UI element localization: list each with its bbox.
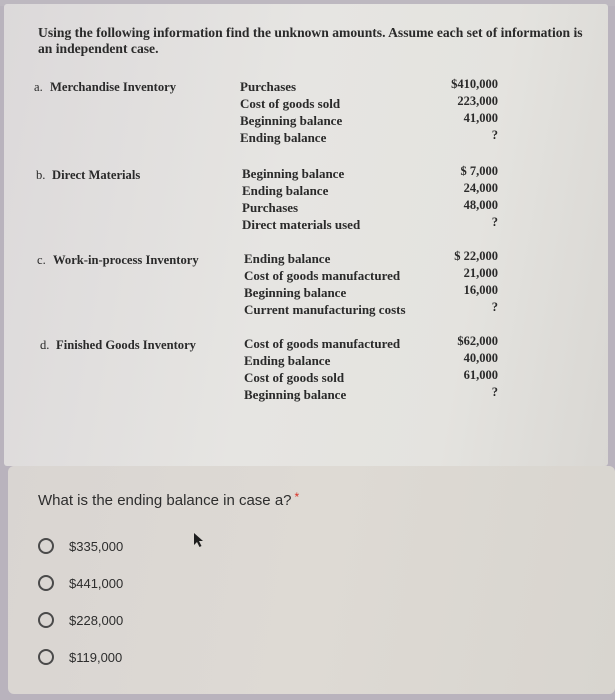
option-441000[interactable] bbox=[38, 575, 123, 591]
line-item: Purchases bbox=[242, 200, 299, 215]
value: $62,000 bbox=[457, 334, 498, 348]
problem-intro: Using the following information find the unknown amounts. Assume each set of information is an independent case. bbox=[38, 25, 583, 56]
line-item: Ending balance bbox=[244, 251, 331, 266]
value: ? bbox=[491, 128, 498, 142]
case-b-items bbox=[242, 165, 422, 233]
option-label: $335,000 bbox=[69, 538, 124, 554]
value: ? bbox=[491, 215, 498, 229]
case-d-values bbox=[422, 333, 498, 401]
problem-image-card bbox=[4, 4, 608, 466]
case-letter: a. bbox=[34, 80, 43, 94]
value: 223,000 bbox=[457, 94, 498, 108]
line-item: Direct materials used bbox=[242, 217, 361, 232]
line-item: Ending balance bbox=[244, 353, 331, 368]
case-title: Work-in-process Inventory bbox=[53, 253, 199, 267]
case-d-items bbox=[244, 335, 424, 403]
value: 40,000 bbox=[463, 351, 498, 365]
option-335000[interactable] bbox=[38, 538, 123, 554]
line-item: Cost of goods sold bbox=[240, 96, 341, 111]
line-item: Beginning balance bbox=[244, 387, 347, 402]
case-b-values bbox=[422, 163, 498, 231]
line-item: Cost of goods manufactured bbox=[244, 268, 401, 283]
option-228000[interactable] bbox=[38, 612, 123, 628]
option-119000[interactable] bbox=[38, 649, 122, 665]
line-item: Purchases bbox=[240, 79, 297, 94]
value: ? bbox=[491, 385, 498, 399]
case-c-items bbox=[244, 250, 424, 318]
question-card bbox=[8, 466, 615, 694]
question-title bbox=[38, 492, 299, 509]
line-item: Ending balance bbox=[240, 130, 327, 145]
radio-button-icon[interactable] bbox=[38, 575, 54, 591]
value: 48,000 bbox=[463, 198, 498, 212]
case-letter: c. bbox=[37, 253, 46, 267]
value: 16,000 bbox=[463, 283, 498, 297]
value: $ 22,000 bbox=[454, 249, 498, 263]
value: 24,000 bbox=[463, 181, 498, 195]
case-c-label bbox=[37, 253, 199, 268]
option-label: $441,000 bbox=[69, 575, 124, 591]
radio-button-icon[interactable] bbox=[38, 538, 54, 554]
value: $410,000 bbox=[451, 77, 498, 91]
case-title: Direct Materials bbox=[52, 168, 141, 182]
case-a-label bbox=[34, 80, 176, 95]
option-label: $228,000 bbox=[69, 612, 124, 628]
question-text: What is the ending balance in case a? bbox=[38, 492, 292, 509]
line-item: Cost of goods manufactured bbox=[244, 336, 401, 351]
radio-button-icon[interactable] bbox=[38, 612, 54, 628]
line-item: Beginning balance bbox=[244, 285, 347, 300]
required-asterisk: * bbox=[294, 490, 300, 504]
option-label: $119,000 bbox=[69, 649, 123, 665]
case-letter: d. bbox=[40, 338, 50, 352]
case-c-values bbox=[422, 248, 498, 316]
value: 21,000 bbox=[463, 266, 498, 280]
case-title: Merchandise Inventory bbox=[50, 80, 177, 94]
case-letter: b. bbox=[36, 168, 46, 182]
line-item: Ending balance bbox=[242, 183, 329, 198]
case-a-values bbox=[422, 76, 498, 144]
radio-button-icon[interactable] bbox=[38, 649, 54, 665]
case-a-items bbox=[240, 78, 420, 146]
line-item: Current manufacturing costs bbox=[244, 302, 406, 317]
case-b-label bbox=[36, 168, 140, 183]
line-item: Beginning balance bbox=[240, 113, 343, 128]
case-d-label bbox=[40, 338, 196, 353]
value: 41,000 bbox=[463, 111, 498, 125]
line-item: Beginning balance bbox=[242, 166, 345, 181]
case-title: Finished Goods Inventory bbox=[56, 338, 196, 352]
value: ? bbox=[491, 300, 498, 314]
value: 61,000 bbox=[463, 368, 498, 382]
value: $ 7,000 bbox=[460, 164, 498, 178]
line-item: Cost of goods sold bbox=[244, 370, 345, 385]
